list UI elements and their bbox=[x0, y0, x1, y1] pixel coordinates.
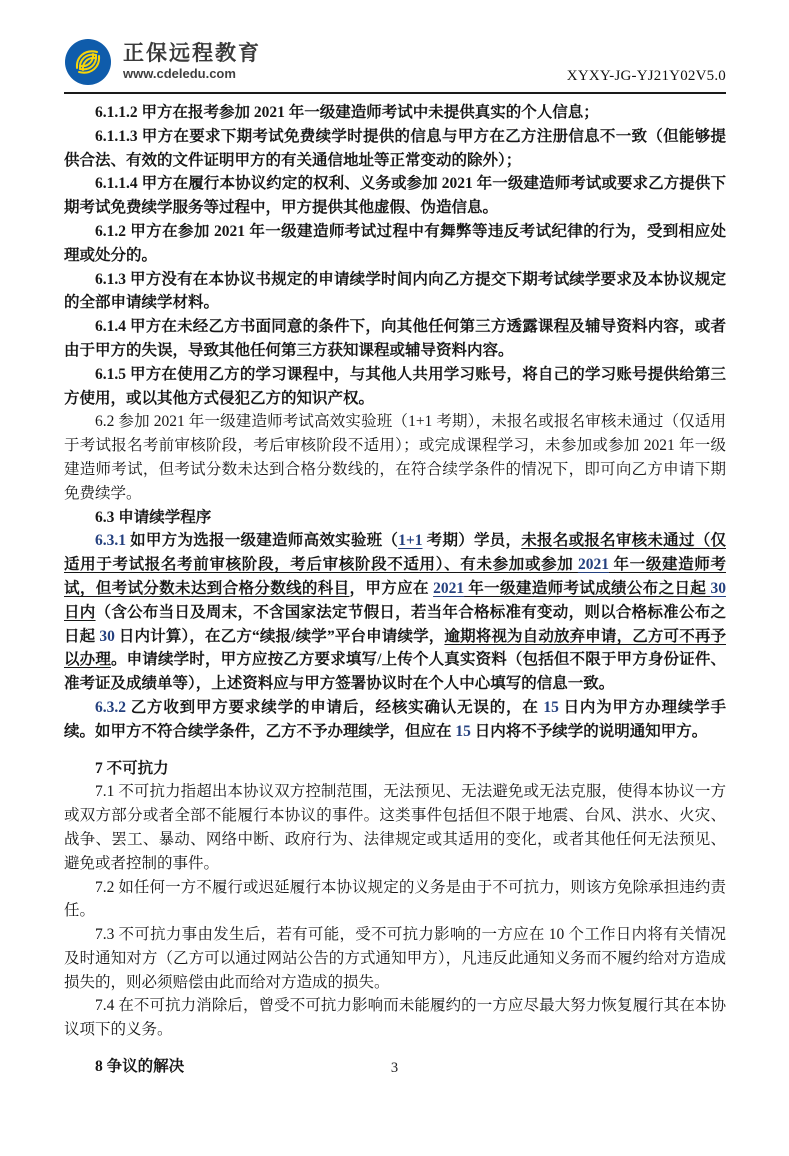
text-segment: 2021 bbox=[577, 556, 609, 574]
text-segment: ，甲方应在 bbox=[349, 579, 434, 597]
text-segment: 1+1 bbox=[398, 532, 423, 550]
text-segment: 未报名或报名审核未通过（仅适用于考试报名考前审核阶段，考后审核阶段不适用）、有未参加或参加 bbox=[64, 532, 726, 574]
clause-7-2 bbox=[64, 876, 726, 924]
document-page bbox=[0, 38, 789, 1156]
text-segment: 日内将不予续学的说明通知甲方。 bbox=[470, 722, 708, 740]
page-header bbox=[64, 38, 726, 94]
text-segment: （含公布当日及周末，不含国家法定节假日，若当年合格标准有变动，则以合格标准公布之日起 bbox=[64, 603, 726, 645]
text-segment: 6.3.1 bbox=[95, 532, 126, 550]
text-segment: 6.1.3 甲方没有在本协议书规定的申请续学时间内向乙方提交下期考试续学要求及本协议规定的全部申请续学材料。 bbox=[64, 270, 726, 312]
clause-6-1-1-3 bbox=[64, 125, 726, 173]
text-segment: 日内为甲方办理续学手续。如甲方不符合续学条件，乙方不予办理续学，但应在 bbox=[64, 698, 726, 740]
text-segment: 6.3.2 bbox=[95, 698, 126, 716]
company-logo bbox=[64, 38, 261, 86]
clause-6-1-1-2 bbox=[64, 101, 726, 125]
text-segment: 日内计算），在乙方“续报/续学”平台申请续学， bbox=[114, 627, 445, 645]
clause-7-heading bbox=[64, 757, 726, 781]
text-segment: 日内 bbox=[64, 603, 96, 621]
text-segment: 7.3 不可抗力事由发生后，若有可能，受不可抗力影响的一方应在 10 个工作日内将有关情况及时通知对方（乙方可以通过网站公告的方式通知甲方），凡违反此通知义务而不履约给对方造成损失的，则必须赔偿由此而给对方造成的损失。 bbox=[64, 926, 726, 991]
clause-6-1-2 bbox=[64, 220, 726, 268]
text-segment: 6.1.1.3 甲方在要求下期考试免费续学时提供的信息与甲方在乙方注册信息不一致（但能够提供合法、有效的文件证明甲方的有关通信地址等正常变动的除外）； bbox=[64, 127, 726, 169]
clause-6-3-1 bbox=[64, 529, 726, 696]
text-segment: 6.3 申请续学程序 bbox=[95, 508, 212, 526]
text-segment: 6.2 参加 2021 年一级建造师考试高效实验班（1+1 考期），未报名或报名审核未通过（仅适用于考试报名考前审核阶段，考后审核阶段不适用）；或完成课程学习，未参加或参加 2021 年一级建造师考试，但考试分数未达到合格分数线的，在符合续学条件的情况下，即可向乙方申请下期免费续学。 bbox=[64, 413, 726, 502]
text-segment: 逾期将视为自动放弃申请，乙方可不再予以办理 bbox=[64, 627, 726, 669]
clause-7-3 bbox=[64, 923, 726, 994]
clause-6-3-heading bbox=[64, 506, 726, 530]
text-segment: 考期）学员， bbox=[422, 532, 522, 550]
clause-6-1-5 bbox=[64, 363, 726, 411]
text-segment: 8 争议的解决 bbox=[95, 1058, 185, 1076]
text-segment: 6.1.4 甲方在未经乙方书面同意的条件下，向其他任何第三方透露课程及辅导资料内容，或者由于甲方的失误，导致其他任何第三方获知课程或辅导资料内容。 bbox=[64, 318, 726, 359]
text-segment: 15 bbox=[543, 698, 559, 716]
clause-6-1-4 bbox=[64, 315, 726, 363]
company-name: 正保远程教育 bbox=[123, 42, 261, 66]
text-segment: 6.1.1.2 甲方在报考参加 2021 年一级建造师考试中未提供真实的个人信息； bbox=[95, 104, 599, 121]
document-code: XYXY-JG-YJ21Y02V5.0 bbox=[566, 68, 726, 84]
clause-6-2 bbox=[64, 410, 726, 505]
text-segment: 如甲方为选报一级建造师高效实验班（ bbox=[126, 532, 399, 550]
text-segment: 30 bbox=[99, 627, 115, 645]
text-segment: 乙方收到甲方要求续学的申请后，经核实确认无误的，在 bbox=[126, 698, 544, 716]
text-segment: 7.1 不可抗力指超出本协议双方控制范围，无法预见、无法避免或无法克服，使得本协议一方或双方部分或者全部不能履行本协议的事件。这类事件包括但不限于地震、台风、洪水、火灾、战争、罢工、暴动、网络中断、政府行为、法律规定或其适用的变化，或者其他任何无法预见、避免或者控制的事件。 bbox=[64, 783, 726, 872]
clause-7-4 bbox=[64, 994, 726, 1042]
logo-text-block bbox=[123, 42, 261, 82]
text-segment: 6.1.1.4 甲方在履行本协议约定的权利、义务或参加 2021 年一级建造师考试或要求乙方提供下期考试免费续学服务等过程中，甲方提供其他虚假、伪造信息。 bbox=[64, 175, 726, 217]
text-segment: 。申请续学时，甲方应按乙方要求填写/上传个人真实资料（包括但不限于甲方身份证件、准考证及成绩单等），上述资料应与甲方签署协议时在个人中心填写的信息一致。 bbox=[64, 651, 726, 693]
text-segment: 6.1.2 甲方在参加 2021 年一级建造师考试过程中有舞弊等违反考试纪律的行为，受到相应处理或处分的。 bbox=[64, 222, 726, 264]
text-segment: 6.1.5 甲方在使用乙方的学习课程中，与其他人共用学习账号，将自己的学习账号提供给第三方使用，或以其他方式侵犯乙方的知识产权。 bbox=[64, 365, 726, 407]
text-segment: 年一级建造师考试，但考试分数未达到合格分数线的科目 bbox=[64, 556, 726, 597]
text-segment: 年一级建造师考试成绩公布之日起 bbox=[464, 579, 711, 597]
text-segment: 15 bbox=[455, 722, 471, 740]
text-segment: 7.2 如任何一方不履行或迟延履行本协议规定的义务是由于不可抗力，则该方免除承担违约责任。 bbox=[64, 878, 726, 920]
text-segment: 2021 bbox=[433, 579, 465, 597]
clause-6-1-1-4 bbox=[64, 172, 726, 220]
company-website: www.cdeledu.com bbox=[123, 66, 236, 82]
text-segment: 7 不可抗力 bbox=[95, 759, 169, 777]
clause-7-1 bbox=[64, 780, 726, 875]
text-segment: 30 bbox=[710, 579, 726, 597]
clause-6-3-2 bbox=[64, 696, 726, 744]
clause-6-1-3 bbox=[64, 268, 726, 316]
page-number: 3 bbox=[390, 1060, 399, 1076]
text-segment: 7.4 在不可抗力消除后，曾受不可抗力影响而未能履约的一方应尽最大努力恢复履行其在本协议项下的义务。 bbox=[64, 997, 726, 1039]
swirl-globe-icon bbox=[64, 38, 112, 86]
contract-text bbox=[64, 101, 726, 1079]
